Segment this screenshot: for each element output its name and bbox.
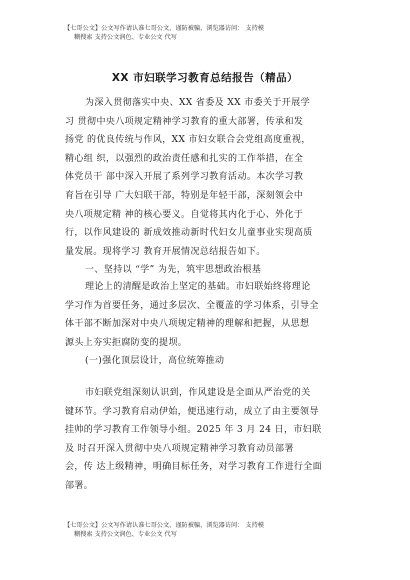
paragraph-line: 精心组 织，以强烈的政治责任感和扎实的工作举措，在全 bbox=[65, 153, 304, 164]
footer-watermark-note bbox=[64, 521, 364, 539]
paragraph-line: 市妇联党组深刻认识到，作风建设是全面从严治党的关 bbox=[85, 388, 311, 398]
paragraph-line: 育旨在引导 广大妇联干部，特别是年轻干部，深刻领会中 bbox=[65, 190, 304, 201]
intro-paragraph bbox=[65, 94, 350, 280]
paragraph-line: 量发展。现将学习 教育开展情况总结报告如下。 bbox=[65, 246, 266, 257]
paragraph-line: 会，传 达上级精神，明确目标任务，对学习教育工作进行全面 bbox=[65, 462, 323, 473]
paragraph-line: 学习作为首要任务，通过多层次、全覆盖的学习体系，引导全 bbox=[65, 300, 319, 311]
footer-note-line-1: 【七哥公文】公文写作请认准七哥公文，谨防被骗，浏览器访问： 支持模 bbox=[64, 522, 264, 529]
paragraph-line: 行，以作风建设的 新成效推动新时代妇女儿童事业实现高质 bbox=[65, 228, 313, 239]
paragraph-line: 及 时召开深入贯彻中央八项规定精神学习教育动员部署 bbox=[65, 443, 294, 454]
paragraph-line: 体干部不断加深对中央八项规定精神的理解和把握，从思想 bbox=[65, 319, 310, 330]
paragraph-line: 扬党 的优良传统与作风，XX 市妇女联合会党组高度重视， bbox=[65, 135, 311, 146]
paragraph-line: 源头上夯实拒腐防变的提坝。 bbox=[65, 337, 188, 348]
paragraph-line: 习 贯彻中央八项规定精神学习教育的重大部署，传承和发 bbox=[65, 116, 304, 127]
paragraph-line: 央八项规定精 神的核心要义。自觉将其内化于心、外化于 bbox=[65, 209, 304, 220]
document-title: XX 市妇联学习教育总结报告（精品） bbox=[111, 72, 299, 84]
header-note-line-1: 【七哥公文】公文写作请认准七哥公文，谨防被骗，浏览器访问： 支持模 bbox=[64, 25, 264, 32]
header-note-line-2: 糊搜索 支持公文润色、专业公文 代写 bbox=[74, 34, 177, 41]
sub-heading-1: (一)强化顶层设计，高位统筹推动 bbox=[85, 356, 225, 367]
section1-paragraph bbox=[65, 278, 350, 371]
sub-section-paragraph bbox=[65, 384, 350, 496]
header-watermark-note bbox=[64, 24, 364, 42]
paragraph-line: 体党员干 部中深入开展了系列学习教育活动。本次学习教 bbox=[65, 172, 304, 183]
paragraph-line: 理论上的清醒是政治上坚定的基础。市妇联始终将理论 bbox=[85, 282, 311, 292]
paragraph-line: 为深入贯彻落实中央、XX 省委及 XX 市委关于开展学 bbox=[85, 98, 311, 108]
paragraph-line: 挂帅的学习教育工作领导小组。2025 年 3 月 24 日，市妇联 bbox=[65, 425, 322, 436]
footer-note-line-2: 糊搜索 支持公文润色、专业公文 代写 bbox=[74, 531, 177, 538]
paragraph-line: 键环节。学习教育启动伊始，便迅速行动，成立了由主要领导 bbox=[65, 406, 319, 417]
section-heading-1: 一、坚持以 “学” 为先，筑牢思想政治根基 bbox=[85, 265, 262, 276]
paragraph-line: 部署。 bbox=[65, 480, 94, 491]
